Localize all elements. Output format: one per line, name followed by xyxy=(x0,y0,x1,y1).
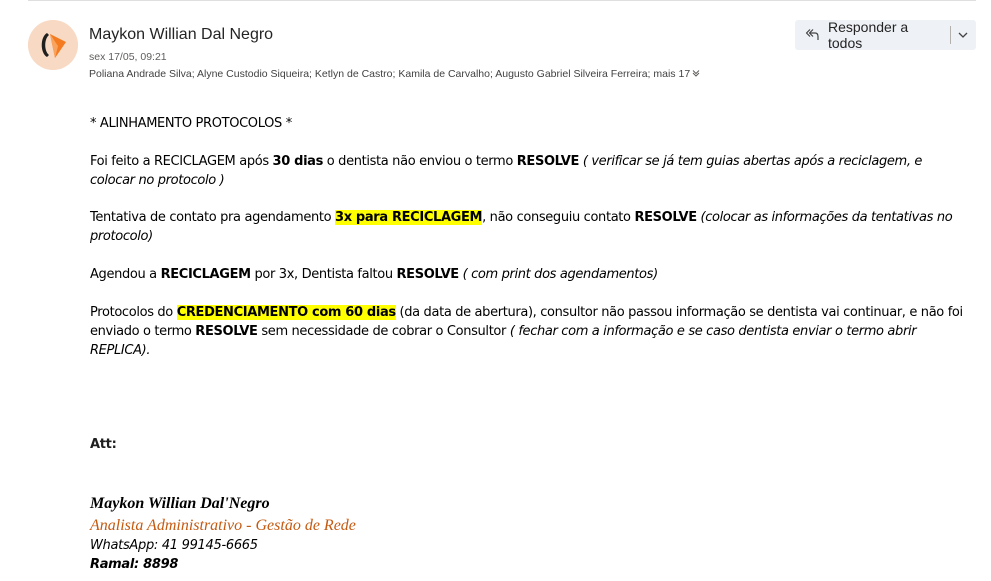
chevron-down-icon xyxy=(957,29,969,41)
sender-name[interactable]: Maykon Willian Dal Negro xyxy=(89,26,274,43)
signature-name: Maykon Willian Dal'Negro xyxy=(90,495,270,512)
highlight-text: 3x para RECICLAGEM xyxy=(335,210,483,225)
recipients-list[interactable]: Poliana Andrade Silva; Alyne Custodio Siqueira; Ketlyn de Castro; Kamila de Carvalho; Augusto Gabriel Silveira Ferreira; xyxy=(89,68,651,80)
signature-greeting: Att: xyxy=(90,437,117,452)
body-title: * ALINHAMENTO PROTOCOLOS * xyxy=(90,116,292,131)
body-paragraph-1: Foi feito a RECICLAGEM após 30 dias o dentista não enviou o termo RESOLVE ( verificar se já tem guias abertas após a reciclagem, e colocar no protocolo ) xyxy=(90,154,923,188)
recipients-line xyxy=(89,68,700,80)
signature-role: Analista Administrativo - Gestão de Rede xyxy=(90,517,356,534)
reply-all-group xyxy=(795,20,976,50)
message-header xyxy=(28,20,976,80)
body-paragraph-3: Agendou a RECICLAGEM por 3x, Dentista faltou RESOLVE ( com print dos agendamentos) xyxy=(90,267,658,282)
highlight-text: CREDENCIAMENTO com 60 dias xyxy=(176,305,396,320)
reply-all-label: Responder a todos xyxy=(828,19,909,51)
sent-date: sex 17/05, 09:21 xyxy=(89,51,167,63)
expand-recipients-icon[interactable] xyxy=(692,69,700,79)
top-divider xyxy=(28,0,976,1)
more-recipients-link[interactable]: mais 17 xyxy=(653,68,691,80)
body-paragraph-4: Protocolos do CREDENCIAMENTO com 60 dias (da data de abertura), consultor não passou informação se dentista vai continuar, e não foi enviado o termo RESOLVE sem necessidade de cobrar o Consultor ( fechar com a informação e se caso dentista enviar o termo abrir REPLICA). xyxy=(90,305,963,358)
reply-all-button[interactable] xyxy=(795,20,950,50)
reply-all-icon xyxy=(804,27,820,43)
sender-avatar[interactable] xyxy=(28,20,78,70)
signature-whatsapp: WhatsApp: 41 99145-6665 xyxy=(90,538,258,553)
reply-options-dropdown[interactable] xyxy=(951,20,976,50)
signature-ramal: Ramal: 8898 xyxy=(90,557,179,572)
body-paragraph-2: Tentativa de contato pra agendamento 3x para RECICLAGEM, não conseguiu contato RESOLVE (colocar as informações da tentativas no protocolo) xyxy=(90,210,953,244)
brand-logo-icon xyxy=(28,20,78,70)
